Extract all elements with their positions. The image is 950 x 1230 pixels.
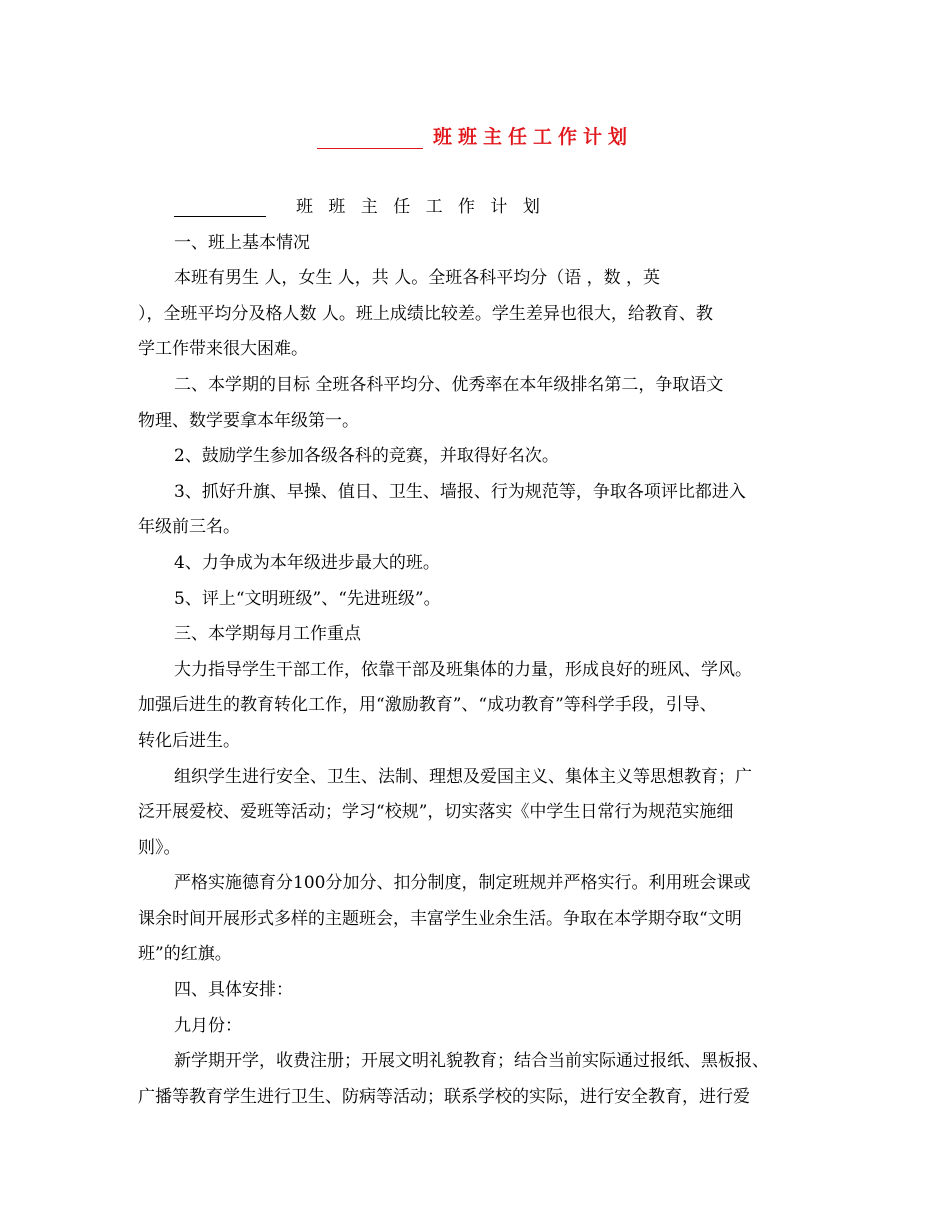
paragraph-line: 加强后进生的教育转化工作，用“激励教育”、“成功教育”等科学手段，引导、 — [138, 695, 717, 716]
paragraph-line: 课余时间开展形式多样的主题班会，丰富学生业余生活。争取在本学期夺取“文明 — [138, 908, 742, 929]
document-title — [0, 122, 950, 149]
paragraph-line: 泛开展爱校、爱班等活动；学习“校规”，切实落实《中学生日常行为规范实施细 — [138, 802, 734, 823]
paragraph-line: 3、抓好升旗、早操、值日、卫生、墙报、行为规范等，争取各项评比都进入 — [174, 481, 746, 502]
paragraph-line: 年级前三名。 — [138, 517, 240, 538]
paragraph-line: 4、力争成为本年级进步最大的班。 — [174, 552, 440, 573]
paragraph-line: 5、评上“文明班级”、“先进班级”。 — [174, 588, 441, 609]
paragraph-line: 严格实施德育分100分加分、扣分制度，制定班规并严格实行。利用班会课或 — [174, 873, 751, 894]
paragraph-line: 二、本学期的目标 全班各科平均分、优秀率在本年级排名第二，争取语文 — [174, 374, 724, 395]
document-body — [138, 190, 814, 1115]
paragraph-line: 班”的红旗。 — [138, 944, 232, 965]
title-blank-line — [317, 128, 423, 149]
paragraph-line: 本班有男生 人，女生 人，共 人。全班各科平均分（语 ，数 ，英 — [174, 268, 661, 289]
title-text: 班班主任工作计划 — [432, 126, 633, 148]
paragraph-line: 一、班上基本情况 — [174, 232, 310, 253]
paragraph-line: 则》。 — [138, 837, 181, 858]
paragraph-line: 新学期开学，收费注册；开展文明礼貌教育；结合当前实际通过报纸、黑板报、 — [174, 1051, 769, 1072]
subtitle-text: 班 班 主 任 工 作 计 划 — [296, 197, 545, 217]
subtitle-blank-line — [174, 198, 266, 217]
paragraph-line: 组织学生进行安全、卫生、法制、理想及爱国主义、集体主义等思想教育；广 — [174, 766, 752, 787]
paragraph-line: 学工作带来很大困难。 — [138, 339, 308, 360]
paragraph-line: 广播等教育学生进行卫生、防病等活动；联系学校的实际，进行安全教育，进行爱 — [138, 1086, 750, 1107]
paragraph-line: ），全班平均分及格人数 人。班上成绩比较差。学生差异也很大，给教育、教 — [138, 303, 713, 324]
paragraph-line: 四、具体安排： — [174, 980, 293, 1001]
paragraph-line: 物理、数学要拿本年级第一。 — [138, 410, 359, 431]
paragraph-line: 三、本学期每月工作重点 — [174, 624, 361, 645]
subtitle-line — [138, 190, 814, 226]
paragraph-line: 2、鼓励学生参加各级各科的竞赛，并取得好名次。 — [174, 446, 559, 467]
paragraph-line: 转化后进生。 — [138, 730, 240, 751]
paragraph-line: 九月份： — [174, 1015, 242, 1036]
paragraph-line: 大力指导学生干部工作，依靠干部及班集体的力量，形成良好的班风、学风。 — [174, 659, 752, 680]
